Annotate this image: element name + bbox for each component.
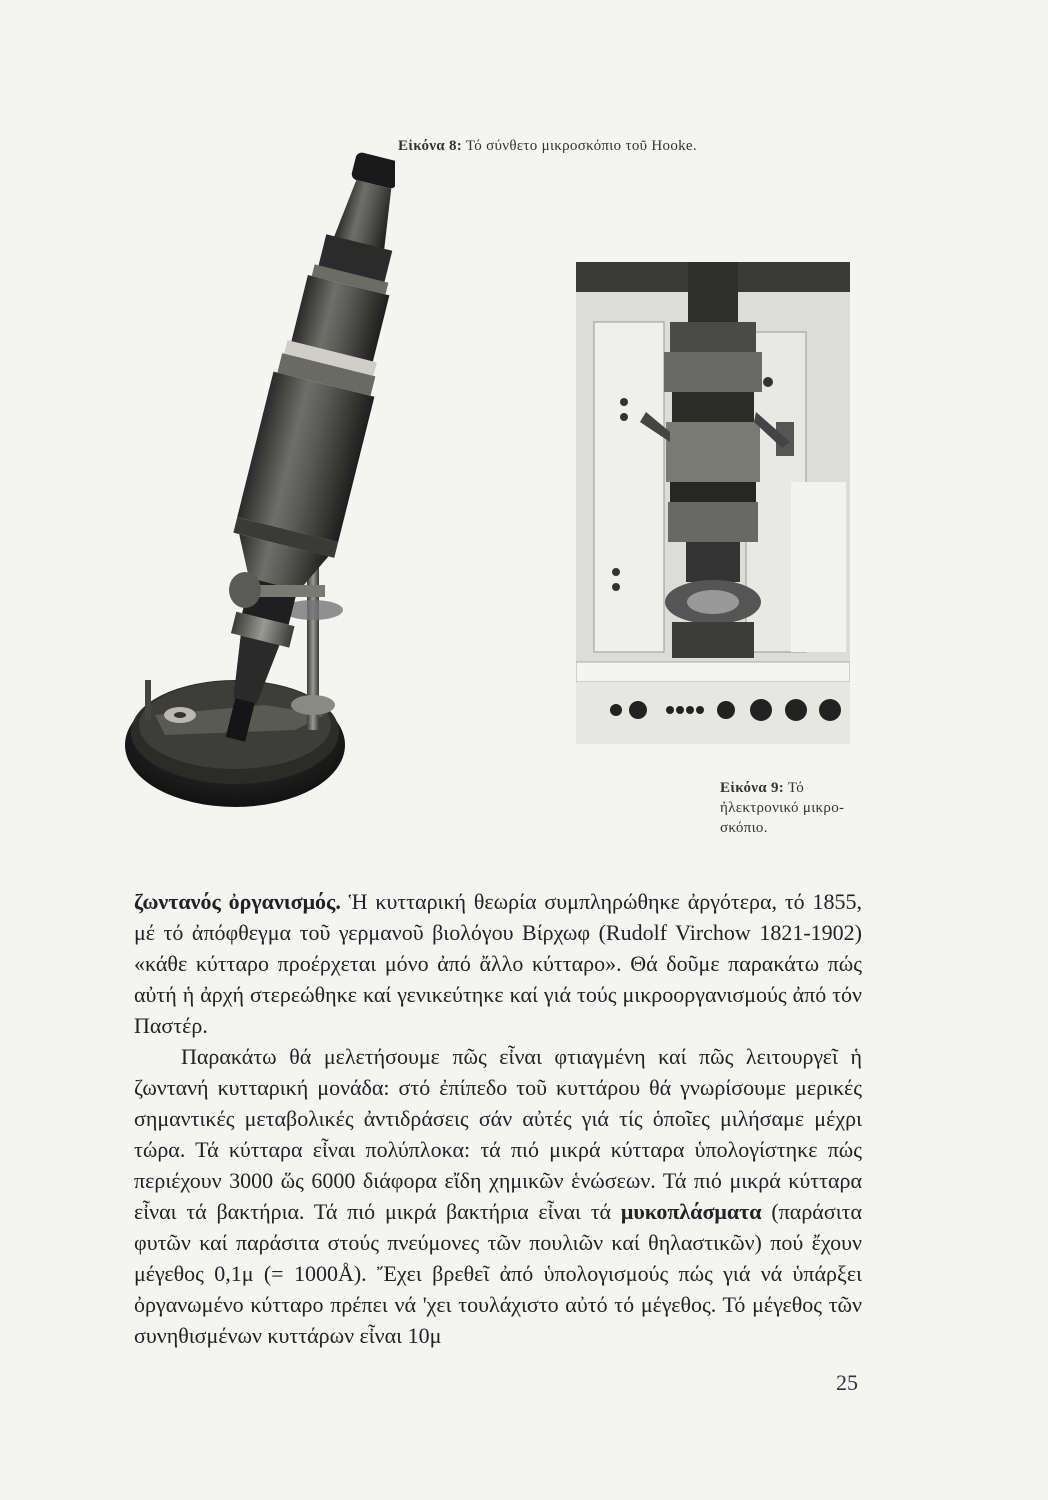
paragraph-1-bold-start: ζωντανός ὀργανισμός. [134,889,341,914]
figure-8-caption-text: Τό σύνθετο μικροσκόπιο τοῦ Hooke. [465,138,697,154]
electron-microscope-image [576,262,850,744]
figure-9-caption [720,778,860,838]
figure-9-label: Εἰκόνα 9: [720,780,785,796]
paragraph-2-text-before: Παρακάτω θά μελετήσουμε πῶς εἶναι φτιαγμένη καί πῶς λειτουργεῖ ἡ ζωντανή κυτταρική μονάδα: στό ἐπίπεδο τοῦ κυττάρου θά γνωρίσουμε μερικές σημαντικές μεταβολικές ἀντιδράσεις σάν αὐτές γιά τίς ὁποῖες μιλήσαμε μέχρι τώρα. Τά κύτταρα εἶναι πολύπλοκα: τά πιό μικρά κύτταρα ὑπολογίστηκε πώς περιέχουν 3000 ὥς 6000 διάφορα εἴδη χημικῶν ἑνώσεων. Τά πιό μικρά κύτταρα εἶναι τά βακτήρια. Τά πιό μικρά βακτήρια εἶναι τά [134,1044,862,1224]
paragraph-1 [134,886,862,1041]
page-number: 25 [836,1370,858,1395]
figure-9-caption-text: Τό ἠλεκτρονικό μικρο-σκόπιο. [720,780,845,836]
hooke-microscope-image [95,140,395,830]
figure-8-caption [398,138,697,155]
paragraph-2-bold-term: μυκοπλάσματα [620,1199,762,1224]
paragraph-2 [134,1041,862,1351]
figure-8-label: Εἰκόνα 8: [398,138,463,154]
paragraph-1-text: Ἡ κυτταρική θεωρία συμπληρώθηκε ἀργότερα, τό 1855, μέ τό ἀπόφθεγμα τοῦ γερμανοῦ βιολόγου Βίρχωφ (Rudolf Virchow 1821-1902) «κάθε κύτταρο προέρχεται μόνο ἀπό ἄλλο κύτταρο». Θά δοῦμε παρακάτω πώς αὐτή ἡ ἀρχή στερεώθηκε καί γενικεύτηκε καί γιά τούς μικροοργανισμούς ἀπό τόν Παστέρ. [134,889,862,1038]
paragraph-2-text-after: (παράσιτα φυτῶν καί παράσιτα στούς πνεύμονες τῶν πουλιῶν καί θηλαστικῶν) πού ἔχουν μέγεθος 0,1μ (= 1000Å). Ἔχει βρεθεῖ ἀπό ὑπολογισμούς πώς γιά νά ὑπάρξει ὀργανωμένο κύτταρο πρέπει νά 'χει τουλάχιστο αὐτό τό μέγεθος. Τό μέγεθος τῶν συνηθισμένων κυττάρων εἶναι 10μ [134,1199,862,1348]
